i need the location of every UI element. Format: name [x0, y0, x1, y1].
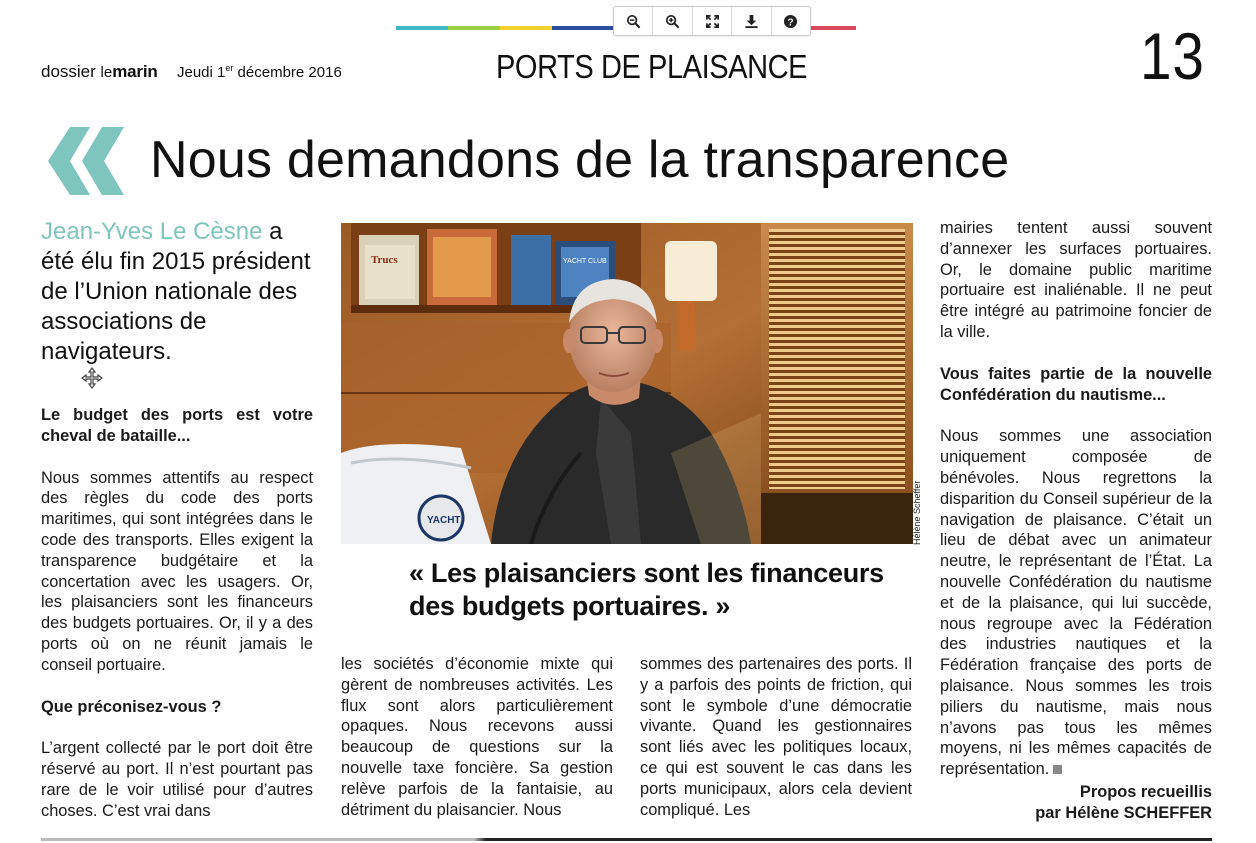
article-headline: Nous demandons de la transparence	[150, 131, 1010, 189]
svg-text:?: ?	[787, 16, 794, 28]
brand-logo	[41, 62, 158, 82]
answer-2-part-2: les sociétés d’économie mixte qui gèrent de nombreuses activités. Les flux sont alors particulièrement opaques. Nous recevons aussi beaucoup de questions sur la nouvelle taxe foncière. Sa gestion relève parfois de la fantaisie, au détriment du plaisancier. Nous	[341, 655, 613, 819]
brand-marin: marin	[112, 62, 158, 81]
date-suffix: décembre 2016	[233, 64, 342, 81]
answer-3	[940, 426, 1212, 780]
date-sup: er	[225, 63, 234, 73]
fullscreen-button[interactable]	[693, 7, 732, 35]
interviewee-name: Jean-Yves Le Cèsne	[41, 218, 263, 245]
zoom-in-button[interactable]	[653, 7, 692, 35]
question-2: Que préconisez-vous ?	[41, 697, 222, 716]
question-1: Le budget des ports est votre cheval de bataille...	[41, 406, 313, 445]
photo-cushion-text: YACHT	[427, 515, 461, 526]
signature-line-1: Propos recueillis	[1079, 782, 1212, 801]
column-2	[341, 654, 613, 820]
fullscreen-icon	[705, 14, 720, 29]
color-rule-cyan	[396, 26, 448, 30]
photo-credit: Hélène Scheffer	[912, 480, 922, 545]
answer-3-text: Nous sommes une association uniquement composée de bénévoles. Nous regrettons la disparition du Conseil supérieur de la navigation de plaisance. C’était un lieu de débat avec un animateur neutre, le représentant de l’État. La nouvelle Confédération du nautisme et de la plaisance, qui lui succède, nous regroupe avec la Fédération des industries nautiques et la Fédération française des ports de plaisance. Nous sommes les trois piliers du nautisme, mais nous n’avons pas tous les mêmes moyens, ni les mêmes capacités de représentation.	[940, 427, 1212, 779]
bottom-rule	[41, 838, 1212, 841]
download-icon	[744, 14, 759, 29]
zoom-out-icon	[626, 14, 641, 29]
download-button[interactable]	[732, 7, 771, 35]
help-button[interactable]	[772, 7, 810, 35]
zoom-out-button[interactable]	[614, 7, 653, 35]
pull-quote: « Les plaisanciers sont les financeurs des budgets portuaires. »	[409, 558, 884, 621]
photo-book-title-1: Trucs	[371, 254, 398, 266]
column-1	[41, 405, 313, 822]
brand-dossier: dossier	[41, 62, 96, 81]
column-3	[640, 654, 912, 820]
photo-book-title-2: YACHT CLUB	[563, 258, 607, 265]
viewer-toolbar	[613, 6, 811, 36]
page-number: 13	[1140, 19, 1205, 93]
column-4	[940, 218, 1212, 824]
brand-le: le	[100, 64, 113, 81]
color-rule-green	[448, 26, 500, 30]
signature-line-2: par Hélène SCHEFFER	[1035, 803, 1212, 822]
interview-photo	[341, 223, 913, 544]
answer-2-part-1: L’argent collecté par le port doit être réservé au port. Il n’est pourtant pas rare de le voir utilisé pour d’autres choses. C’est vrai dans	[41, 739, 313, 820]
color-rule-blue	[552, 26, 614, 30]
answer-2-part-4: mairies tentent aussi souvent d’annexer les surfaces portuaires. Or, le domaine public maritime portuaire est inaliénable. Il ne peut être intégré au patrimoine foncier de la ville.	[940, 219, 1212, 341]
color-rule-pink	[808, 26, 856, 30]
opening-quote-icon	[48, 127, 128, 195]
move-cursor-icon	[81, 367, 103, 389]
question-3: Vous faites partie de la nouvelle Confédération du nautisme...	[940, 364, 1212, 404]
answer-2-part-3: sommes des partenaires des ports. Il y a parfois des points de friction, qui sont le symbole d’une démocratie vivante. Quand les gestionnaires sont liés avec les politiques locaux, ce qui est souvent le cas dans les ports municipaux, alors cela devient compliqué. Les	[640, 655, 912, 819]
answer-1: Nous sommes attentifs au respect des règles du code des ports maritimes, qui sont intégrées dans le code des transports. Elles exigent la transparence budgétaire et la concertation avec les usagers. Or, les plaisanciers sont les financeurs des budgets portuaires. Or, il y a des ports où on ne réunit jamais le conseil portuaire.	[41, 468, 313, 674]
portrait-photo	[341, 223, 913, 544]
issue-date	[177, 63, 342, 81]
help-icon	[783, 14, 798, 29]
date-prefix: Jeudi 1	[177, 64, 226, 81]
zoom-in-icon	[665, 14, 680, 29]
section-title: PORTS DE PLAISANCE	[496, 48, 808, 85]
color-rule-yellow	[500, 26, 552, 30]
article-lede	[41, 217, 316, 367]
lede-text: a été élu fin 2015 président de l’Union nationale des associations de navigateurs.	[41, 218, 311, 365]
end-mark-icon	[1053, 765, 1062, 774]
